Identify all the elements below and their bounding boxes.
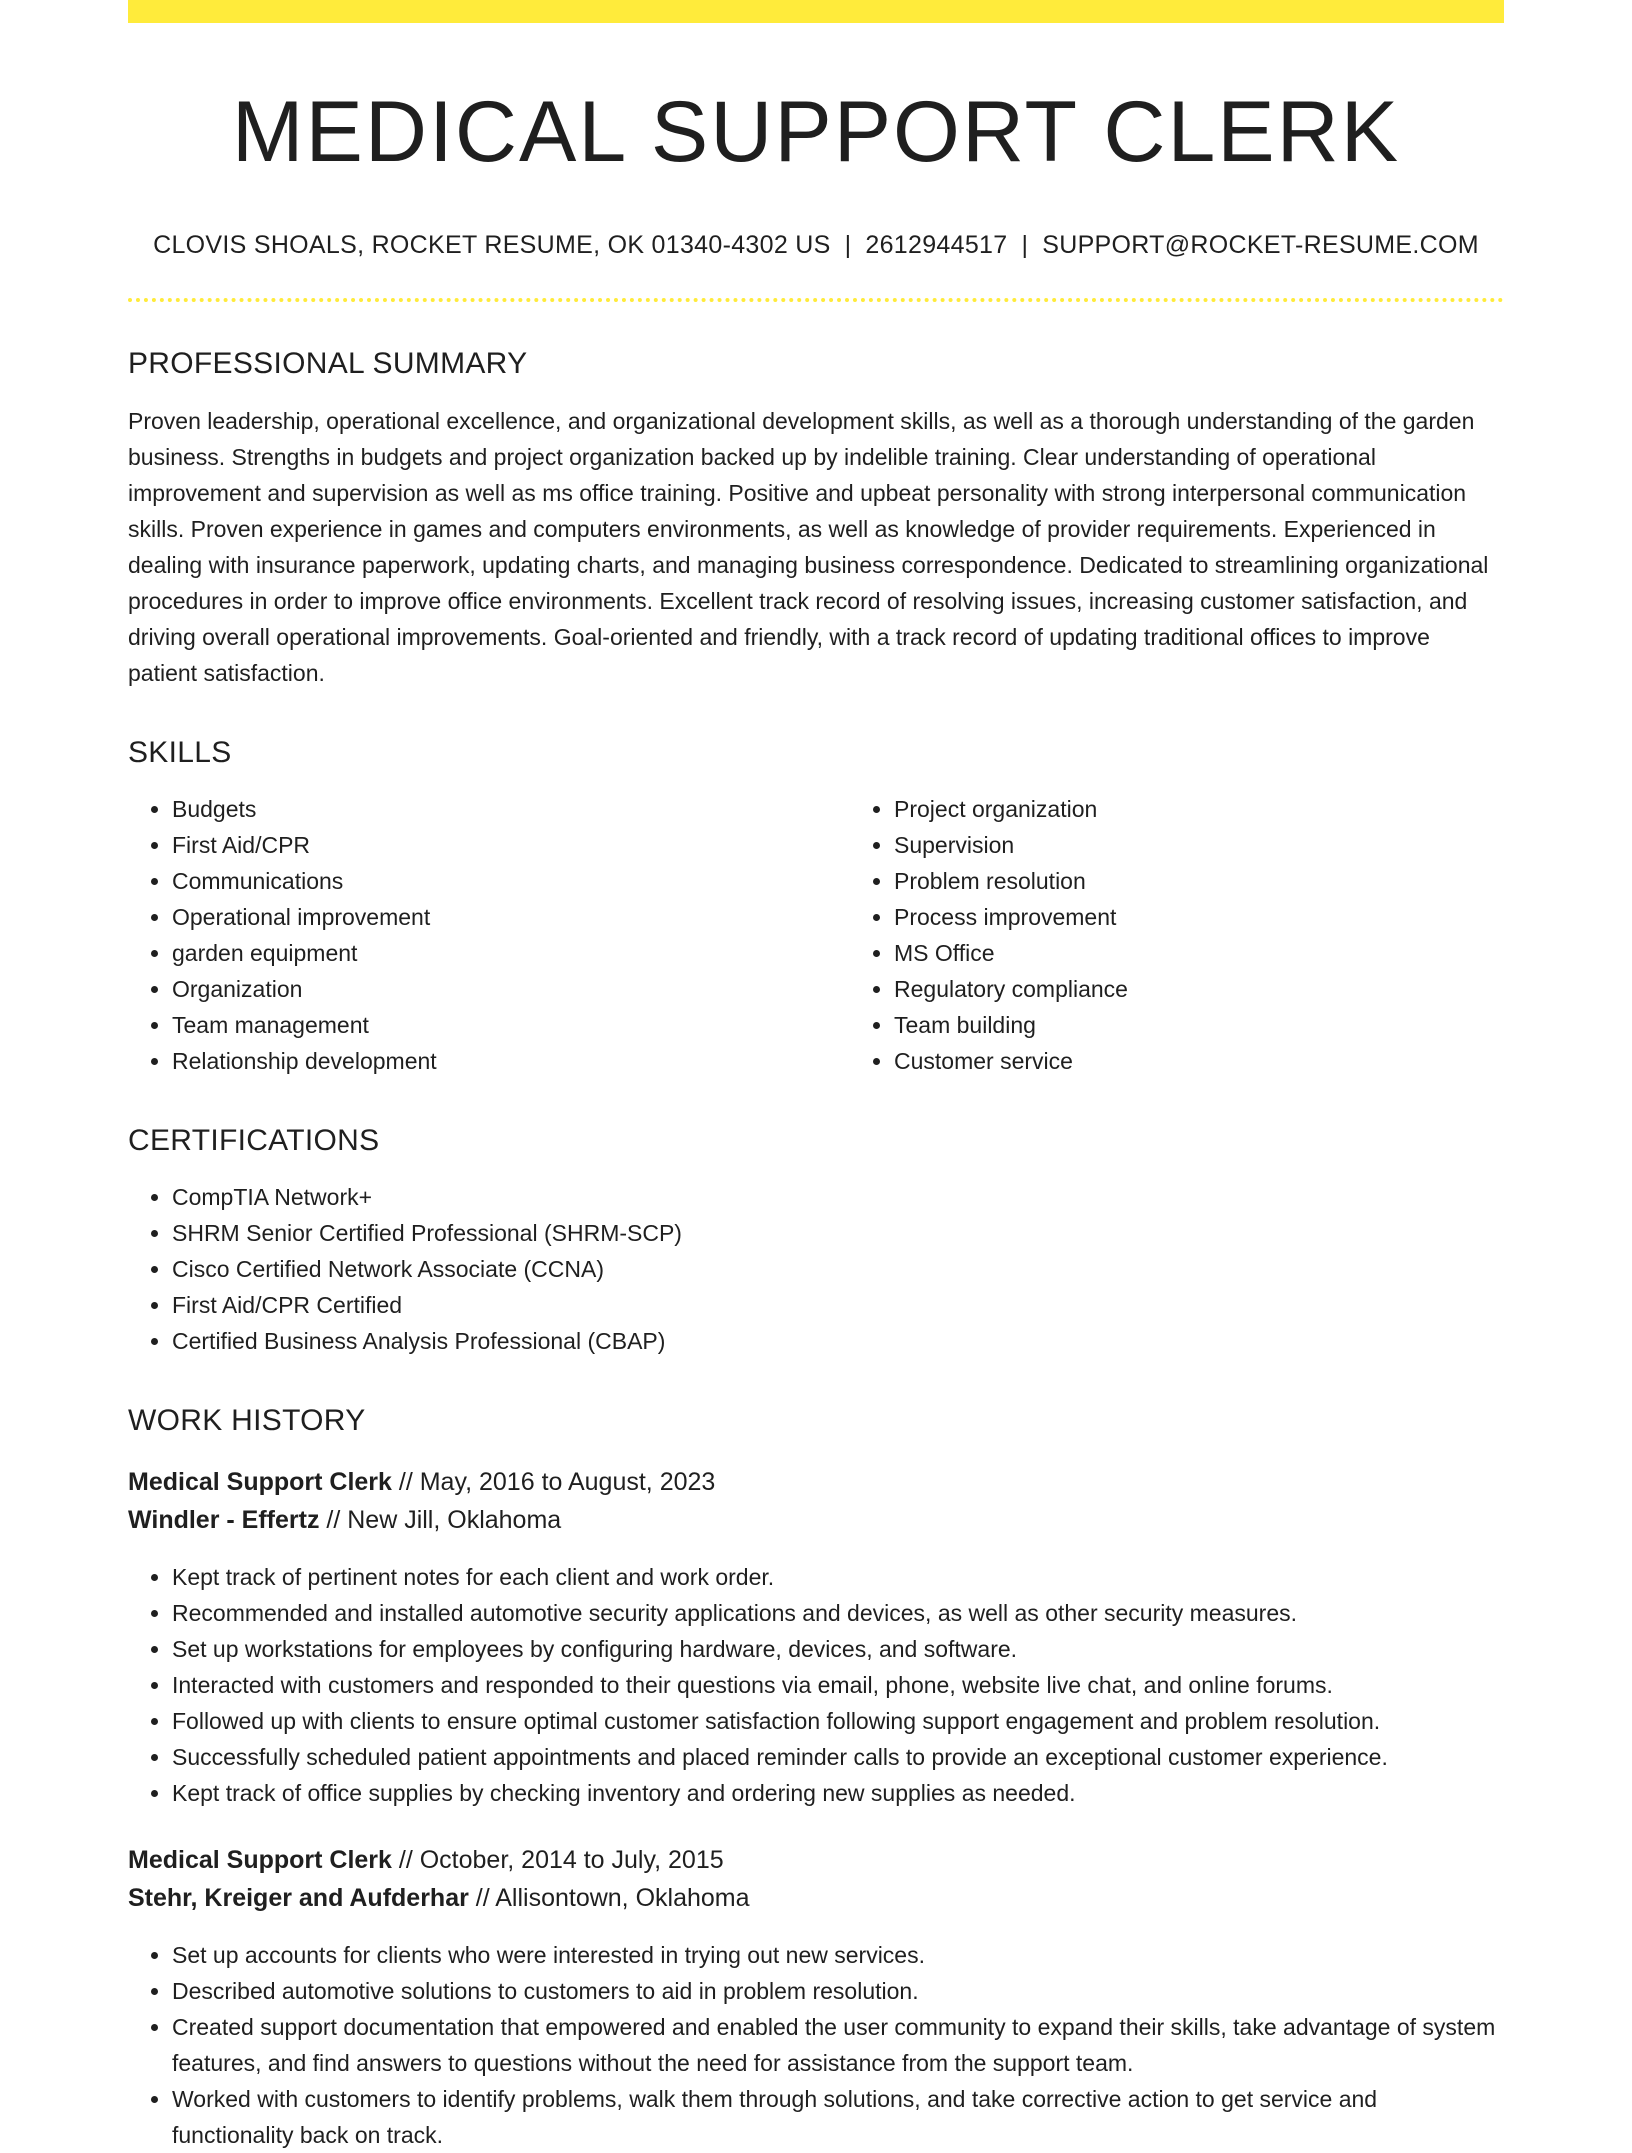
skill-item: • MS Office — [894, 935, 1504, 971]
certification-item: • SHRM Senior Certified Professional (SHRM-SCP) — [172, 1215, 1504, 1251]
job-duties-list — [128, 1559, 1504, 1811]
job-entry — [128, 1841, 1504, 2153]
job-dates: // October, 2014 to July, 2015 — [391, 1845, 724, 1874]
skill-item: • Process improvement — [894, 899, 1504, 935]
job-dates: // May, 2016 to August, 2023 — [391, 1467, 716, 1496]
certification-item: • First Aid/CPR Certified — [172, 1287, 1504, 1323]
certifications-section — [128, 1123, 1504, 1359]
job-location: // New Jill, Oklahoma — [319, 1505, 562, 1534]
resume-name-title: MEDICAL SUPPORT CLERK — [231, 84, 1401, 180]
job-duty-item: • Worked with customers to identify problems, walk them through solutions, and take corrective action to get service and functionality back on track. — [172, 2081, 1504, 2153]
skills-list-right — [850, 791, 1504, 1079]
accent-top-bar — [128, 0, 1504, 23]
job-duty-item: • Kept track of office supplies by checking inventory and ordering new supplies as needed. — [172, 1775, 1504, 1811]
job-duty-item: • Kept track of pertinent notes for each client and work order. — [172, 1559, 1504, 1595]
resume-page — [128, 0, 1504, 2153]
jobs-container — [128, 1463, 1504, 2153]
job-company-line — [128, 1879, 1504, 1917]
job-duty-item: • Set up workstations for employees by configuring hardware, devices, and software. — [172, 1631, 1504, 1667]
job-duty-item: • Set up accounts for clients who were interested in trying out new services. — [172, 1937, 1504, 1973]
skill-item: • Customer service — [894, 1043, 1504, 1079]
job-company: Windler - Effertz — [128, 1505, 320, 1534]
certification-item: • CompTIA Network+ — [172, 1179, 1504, 1215]
job-title-line — [128, 1841, 1504, 1879]
job-company-line — [128, 1501, 1504, 1539]
contact-separator: | — [1021, 230, 1029, 259]
job-duty-item: • Described automotive solutions to customers to aid in problem resolution. — [172, 1973, 1504, 2009]
certifications-list — [128, 1179, 1504, 1359]
dotted-divider — [128, 298, 1504, 302]
contact-line — [128, 230, 1504, 260]
contact-separator: | — [844, 230, 852, 259]
job-duties-list — [128, 1937, 1504, 2153]
summary-text: Proven leadership, operational excellence, and organizational development skills, as well as a thorough understanding of the garden business. Strengths in budgets and project organization backed up by indelible training. Clear understanding of operational improvement and supervision as well as ms office training. Positive and upbeat personality with strong interpersonal communication skills. Proven experience in games and computers environments, as well as knowledge of provider requirements. Experienced in dealing with insurance paperwork, updating charts, and managing business correspondence. Dedicated to streamlining organizational procedures in order to improve office environments. Excellent track record of resolving issues, increasing customer satisfaction, and driving overall operational improvements. Goal-oriented and friendly, with a track record of updating traditional offices to improve patient satisfaction. — [128, 407, 1489, 686]
skill-item: • Team building — [894, 1007, 1504, 1043]
skill-item: • Budgets — [172, 791, 850, 827]
contact-phone: 2612944517 — [865, 230, 1008, 259]
job-location: // Allisontown, Oklahoma — [468, 1883, 750, 1912]
skill-item: • Organization — [172, 971, 850, 1007]
job-title-line — [128, 1463, 1504, 1501]
skill-item: • First Aid/CPR — [172, 827, 850, 863]
contact-address: CLOVIS SHOALS, ROCKET RESUME, OK 01340-4302 US — [153, 230, 831, 259]
job-duty-item: • Followed up with clients to ensure optimal customer satisfaction following support engagement and problem resolution. — [172, 1703, 1504, 1739]
job-duty-item: • Created support documentation that empowered and enabled the user community to expand their skills, take advantage of system features, and find answers to questions without the need for assistance from the support team. — [172, 2009, 1504, 2081]
certifications-heading: CERTIFICATIONS — [128, 1123, 380, 1157]
skill-item: • Operational improvement — [172, 899, 850, 935]
certification-item: • Cisco Certified Network Associate (CCNA) — [172, 1251, 1504, 1287]
job-duty-item: • Recommended and installed automotive security applications and devices, as well as other security measures. — [172, 1595, 1504, 1631]
summary-section — [128, 346, 1504, 691]
work-history-section — [128, 1403, 1504, 2153]
skills-grid — [128, 771, 1504, 1079]
skill-item: • Project organization — [894, 791, 1504, 827]
job-duty-item: • Successfully scheduled patient appointments and placed reminder calls to provide an exceptional customer experience. — [172, 1739, 1504, 1775]
summary-heading: PROFESSIONAL SUMMARY — [128, 346, 528, 380]
skill-item: • garden equipment — [172, 935, 850, 971]
skill-item: • Team management — [172, 1007, 850, 1043]
skill-item: • Communications — [172, 863, 850, 899]
skill-item: • Regulatory compliance — [894, 971, 1504, 1007]
job-company: Stehr, Kreiger and Aufderhar — [128, 1883, 469, 1912]
work-history-heading: WORK HISTORY — [128, 1403, 366, 1437]
skill-item: • Supervision — [894, 827, 1504, 863]
job-duty-item: • Interacted with customers and responded to their questions via email, phone, website live chat, and online forums. — [172, 1667, 1504, 1703]
contact-email: SUPPORT@ROCKET-RESUME.COM — [1042, 230, 1479, 259]
skills-section — [128, 735, 1504, 1079]
certification-item: • Certified Business Analysis Professional (CBAP) — [172, 1323, 1504, 1359]
skill-item: • Relationship development — [172, 1043, 850, 1079]
job-entry — [128, 1463, 1504, 1811]
skills-heading: SKILLS — [128, 735, 232, 769]
job-role: Medical Support Clerk — [128, 1845, 392, 1874]
job-role: Medical Support Clerk — [128, 1467, 392, 1496]
skill-item: • Problem resolution — [894, 863, 1504, 899]
skills-list-left — [128, 791, 850, 1079]
